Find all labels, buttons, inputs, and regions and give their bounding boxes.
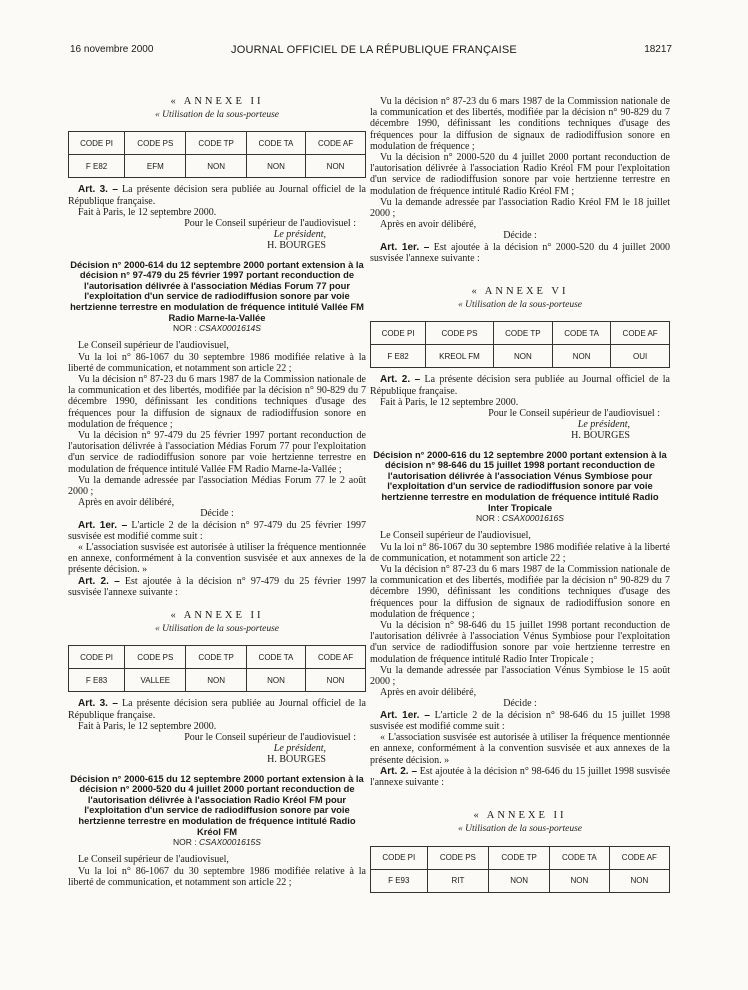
table-cell: OUI: [611, 345, 670, 368]
nor-reference: [370, 513, 670, 524]
table-header: CODE PI: [371, 322, 426, 345]
nor-label: NOR :: [476, 513, 500, 524]
signature-intro: Pour le Conseil supérieur de l'audiovisuel :: [184, 732, 356, 744]
paragraph: Après en avoir délibéré,: [380, 219, 477, 231]
subcarrier-table: [68, 131, 366, 178]
subcarrier-table: [68, 645, 366, 692]
table-cell: VALLEE: [125, 669, 186, 692]
decision-title: Décision n° 2000-616 du 12 septembre 2000 portant extension à la décision n° 98-646 du 15 juillet 1998 portant reconduction de l'autorisation délivrée à l'association Vénus Symbiose pour l'exploitation d'un service de radiodiffusion sonore par voie hertzienne terrestre en modulation de fréquence intitulé Radio Inter Tropicale: [373, 448, 667, 513]
article-text: Est ajoutée à la décision n° 2000-520 du 4 juillet 2000 susvisée l'annexe suivante :: [370, 241, 671, 264]
paragraph: Vu la loi n° 86-1067 du 30 septembre 1986 modifiée relative à la liberté de communication, et notamment son article 22 ;: [68, 351, 366, 374]
paragraph: Le Conseil supérieur de l'audiovisuel,: [78, 340, 229, 352]
paragraph: Vu la décision n° 87-23 du 6 mars 1987 de la Commission nationale de la communication et des libertés, modifiée par la décision n° 90-829 du 7 décembre 1990, définissant les conditions techniques d'usage des fréquences pour la diffusion de signaux de radiodiffusion sonore en modulation de fréquence ;: [370, 96, 670, 152]
header-date: 16 novembre 2000: [70, 44, 154, 55]
article-text: Est ajoutée à la décision n° 98-646 du 15 juillet 1998 susvisée l'annexe suivante :: [370, 765, 671, 788]
table-cell: NON: [306, 669, 366, 692]
quote: « L'association susvisée est autorisée à utiliser la fréquence mentionnée en annexe, conformément à la convention susvisée et aux annexes de la présente décision. »: [68, 542, 366, 576]
table-cell: F E82: [371, 345, 426, 368]
article: [68, 184, 366, 206]
paragraph: Vu la demande adressée par l'association Radio Kréol FM le 18 juillet 2000 ;: [370, 196, 670, 220]
table-cell: F E83: [69, 669, 125, 692]
article-label: Art. 1er. –: [78, 519, 128, 531]
paragraph: Le Conseil supérieur de l'audiovisuel,: [380, 530, 531, 542]
article: [370, 242, 670, 264]
article-label: Art. 1er. –: [380, 241, 430, 253]
annex-title: « ANNEXE II: [473, 810, 567, 822]
annex-title: « ANNEXE II: [170, 96, 264, 107]
article-label: Art. 3. –: [78, 698, 118, 710]
table-header: CODE TP: [186, 132, 246, 155]
signature-intro: Pour le Conseil supérieur de l'audiovisuel :: [184, 218, 356, 230]
signature-name: H. BOURGES: [267, 754, 326, 766]
table-header: CODE PS: [125, 132, 186, 155]
subcarrier-table: [370, 321, 670, 368]
signature-title: Le président,: [273, 229, 326, 241]
table-cell: RIT: [427, 869, 489, 892]
table-header: CODE PI: [69, 646, 125, 669]
table-header: CODE TP: [186, 646, 246, 669]
table-cell: F E93: [371, 869, 428, 892]
article-text: L'article 2 de la décision n° 98-646 du 15 juillet 1998 susvisée est modifié comme suit :: [370, 709, 670, 732]
annex-subtitle: « Utilisation de la sous-porteuse: [457, 300, 583, 311]
paragraph: Vu la loi n° 86-1067 du 30 septembre 1986 modifiée relative à la liberté de communication, et notamment son article 22 ;: [370, 541, 670, 564]
table-cell: NON: [306, 155, 366, 178]
table-header: CODE TA: [549, 846, 609, 869]
nor-reference: [68, 837, 366, 848]
decide-line: Décide :: [503, 698, 537, 710]
annex-title: « ANNEXE II: [170, 610, 264, 622]
paragraph: Vu la décision n° 2000-520 du 4 juillet 2000 portant reconduction de l'autorisation délivrée à l'association Radio Kréol FM pour l'exploitation d'un service de radiodiffusion sonore par voie hertzienne terrestre en modulation de fréquence intitulé Radio Kréol FM ;: [370, 152, 670, 197]
article-text: La présente décision sera publiée au Journal officiel de la République française.: [68, 698, 366, 721]
article-label: Art. 3. –: [78, 184, 118, 196]
article: [370, 710, 670, 732]
table-header: CODE PS: [426, 322, 494, 345]
signature-intro: Pour le Conseil supérieur de l'audiovisuel :: [488, 408, 660, 420]
paragraph: Vu la demande adressée par l'association Médias Forum 77 le 2 août 2000 ;: [68, 474, 366, 498]
table-cell: NON: [186, 155, 246, 178]
signature-title: Le président,: [273, 743, 326, 755]
table-cell: NON: [552, 345, 610, 368]
paragraph: Après en avoir délibéré,: [380, 687, 477, 699]
decide-line: Décide :: [200, 508, 234, 520]
annex-subtitle: « Utilisation de la sous-porteuse: [457, 824, 583, 835]
paragraph: Vu la décision n° 87-23 du 6 mars 1987 de la Commission nationale de la communication et des libertés, modifiée par la décision n° 90-829 du 7 décembre 1990, définissant les conditions techniques d'usage des fréquences pour la diffusion de signaux de radiodiffusion sonore en modulation de fréquence ;: [370, 564, 670, 620]
subcarrier-table: [370, 846, 670, 893]
article-text: La présente décision sera publiée au Journal officiel de la République française.: [68, 184, 366, 207]
table-header: CODE TA: [552, 322, 610, 345]
table-header: CODE TP: [493, 322, 552, 345]
article-text: Est ajoutée à la décision n° 97-479 du 25 février 1997 susvisée l'annexe suivante :: [68, 575, 367, 598]
table-cell: NON: [549, 869, 609, 892]
annex-subtitle: « Utilisation de la sous-porteuse: [154, 110, 280, 121]
article-label: Art. 2. –: [380, 765, 418, 777]
article-label: Art. 2. –: [380, 374, 421, 386]
paragraph: Vu la décision n° 98-646 du 15 juillet 1998 portant reconduction de l'autorisation délivrée à l'association Vénus Symbiose pour l'exploitation d'un service de radiodiffusion sonore par voie hertzienne terrestre en modulation de fréquence intitulé Radio Inter Tropicale ;: [370, 620, 670, 665]
paragraph: Vu la demande adressée par l'association Vénus Symbiose le 15 août 2000 ;: [370, 664, 670, 688]
left-column: [68, 92, 366, 888]
article: [370, 374, 670, 396]
right-column: [370, 96, 670, 899]
table-header: CODE TA: [246, 132, 305, 155]
paragraph: Vu la loi n° 86-1067 du 30 septembre 1986 modifiée relative à la liberté de communication, et notamment son article 22 ;: [68, 865, 366, 888]
table-header: CODE TP: [489, 846, 550, 869]
fait-line: Fait à Paris, le 12 septembre 2000.: [78, 206, 217, 218]
signature-name: H. BOURGES: [267, 240, 326, 252]
table-cell: NON: [493, 345, 552, 368]
fait-line: Fait à Paris, le 12 septembre 2000.: [380, 396, 519, 408]
table-cell: EFM: [125, 155, 186, 178]
annex-title: « ANNEXE VI: [471, 286, 569, 298]
paragraph: Vu la décision n° 87-23 du 6 mars 1987 de la Commission nationale de la communication et des libertés, modifiée par la décision n° 90-829 du 7 décembre 1990, définissant les conditions techniques d'usage des fréquences pour la diffusion de signaux de radiodiffusion sonore en modulation de fréquence ;: [68, 374, 366, 430]
nor-reference: [68, 323, 366, 334]
table-cell: NON: [186, 669, 246, 692]
article: [68, 698, 366, 720]
decision-title: Décision n° 2000-614 du 12 septembre 2000 portant extension à la décision n° 97-479 du 25 février 1997 portant reconduction de l'autorisation délivrée à l'association Médias Forum 77 pour l'exploitation d'un service de radiodiffusion sonore par voie hertzienne terrestre en modulation de fréquence intitulé Vallée FM Radio Marne-la-Vallée: [70, 258, 364, 323]
signature-name: H. BOURGES: [571, 430, 630, 442]
table-cell: NON: [246, 155, 305, 178]
header-journal-title: JOURNAL OFFICIEL DE LA RÉPUBLIQUE FRANÇAISE: [231, 44, 517, 56]
nor-label: NOR :: [173, 837, 197, 848]
nor-label: NOR :: [173, 323, 197, 334]
table-header: CODE TA: [246, 646, 305, 669]
article-text: La présente décision sera publiée au Journal officiel de la République française.: [370, 374, 670, 397]
table-cell: NON: [246, 669, 305, 692]
table-header: CODE AF: [306, 132, 366, 155]
table-header: CODE AF: [306, 646, 366, 669]
table-header: CODE PS: [427, 846, 489, 869]
article: [68, 576, 366, 598]
table-cell: NON: [489, 869, 550, 892]
nor-code: CSAX0001614S: [199, 323, 261, 334]
article-label: Art. 2. –: [78, 575, 120, 587]
article-label: Art. 1er. –: [380, 709, 430, 721]
quote: « L'association susvisée est autorisée à utiliser la fréquence mentionnée en annexe, conformément à la convention susvisée et aux annexes de la présente décision. »: [370, 732, 670, 766]
signature-title: Le président,: [577, 419, 630, 431]
table-header: CODE PI: [69, 132, 125, 155]
article: [370, 766, 670, 788]
nor-code: CSAX0001615S: [199, 837, 261, 848]
table-header: CODE AF: [611, 322, 670, 345]
annex-subtitle: « Utilisation de la sous-porteuse: [154, 624, 280, 635]
article: [68, 520, 366, 542]
table-header: CODE PI: [371, 846, 428, 869]
decide-line: Décide :: [503, 230, 537, 242]
paragraph: Vu la décision n° 97-479 du 25 février 1997 portant reconduction de l'autorisation délivrée à l'association Médias Forum 77 pour l'exploitation d'un service de radiodiffusion sonore par voie hertzienne terrestre en modulation de fréquence intitulé Vallée FM Radio Marne-la-Vallée ;: [68, 430, 366, 475]
fait-line: Fait à Paris, le 12 septembre 2000.: [78, 720, 217, 732]
paragraph: Le Conseil supérieur de l'audiovisuel,: [78, 854, 229, 866]
table-header: CODE PS: [125, 646, 186, 669]
header-page-number: 18217: [644, 44, 672, 55]
table-cell: F E82: [69, 155, 125, 178]
article-text: L'article 2 de la décision n° 97-479 du 25 février 1997 susvisée est modifié comme suit :: [68, 519, 366, 542]
table-cell: KREOL FM: [426, 345, 494, 368]
decision-title: Décision n° 2000-615 du 12 septembre 2000 portant extension à la décision n° 2000-520 du 4 juillet 2000 portant reconduction de l'autorisation délivrée à l'association Radio Kréol FM pour l'exploitation d'un service de radiodiffusion sonore par voie hertzienne terrestre en modulation de fréquence intitulé Radio Kréol FM: [70, 772, 364, 837]
nor-code: CSAX0001616S: [502, 513, 564, 524]
table-cell: NON: [609, 869, 669, 892]
paragraph: Après en avoir délibéré,: [78, 497, 175, 509]
table-header: CODE AF: [609, 846, 669, 869]
